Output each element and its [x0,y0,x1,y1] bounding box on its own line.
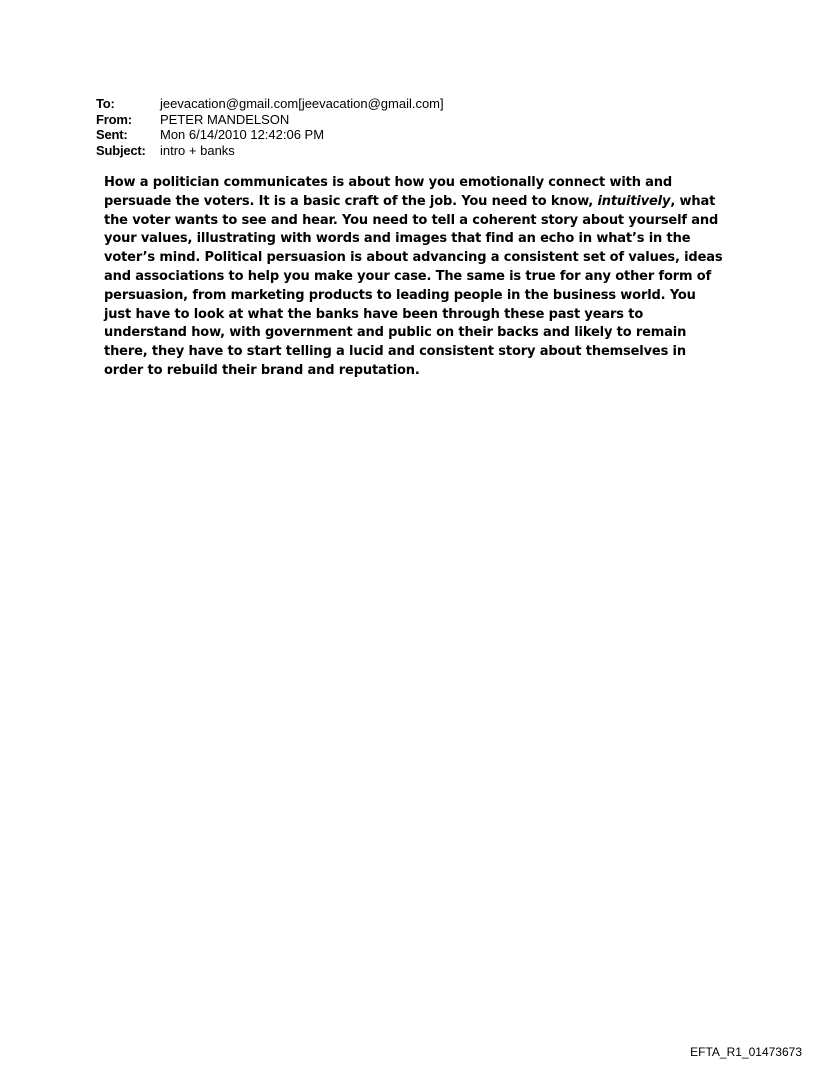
document-id: EFTA_R1_01473673 [690,1045,802,1059]
body-text-part1: How a politician communicates is about how you emotionally connect with and persuade the voters. It is a basic craft of the job. You need to know, [104,175,673,209]
subject-label: Subject: [96,142,146,158]
subject-value: intro + banks [160,142,235,158]
body-text-part2: , what the voter wants to see and hear. You need to tell a coherent story about yourself and your values, illustrating with words and images that find an echo in what’s in the voter’s mind. Political persuasion is about advancing a consistent set of values, ideas and associations to help you make your case. The same is true for any other form of persuasion, from marketing products to leading people in the business world. You just have to look at what the banks have been through these past years to understand how, with government and public on their backs and likely to remain there, they have to start telling a lucid and consistent story about themselves in order to rebuild their brand and reputation. [104,193,723,378]
sent-label: Sent: [96,127,128,142]
body-emphasis: intuitively [597,193,671,209]
from-value: PETER MANDELSON [160,111,290,127]
email-body [104,174,724,381]
from-row [96,112,444,128]
to-value: jeevacation@gmail.com[jeevacation@gmail.com] [160,96,444,111]
to-label: To: [96,96,115,111]
subject-row [96,143,444,159]
to-row [96,96,444,112]
from-label: From: [96,111,132,127]
email-header [96,96,444,158]
sent-value: Mon 6/14/2010 12:42:06 PM [160,127,325,142]
sent-row [96,127,444,143]
